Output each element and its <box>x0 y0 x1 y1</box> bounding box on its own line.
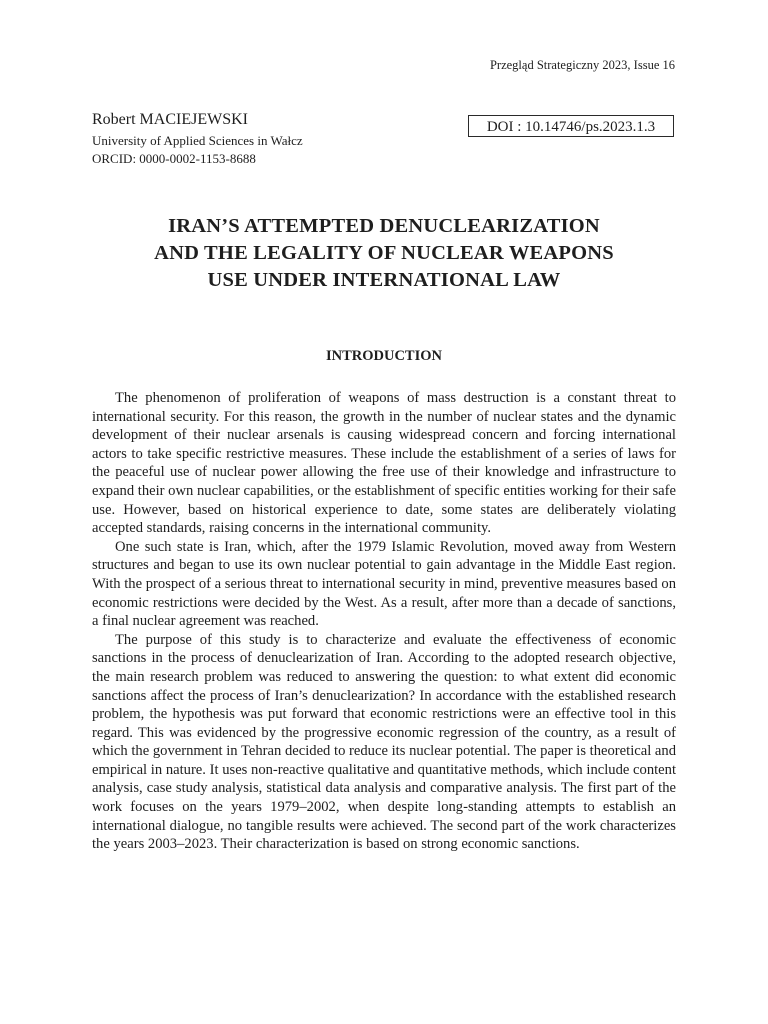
paragraph-1: The phenomenon of proliferation of weapons of mass destruction is a constant threat to international security. For this reason, the growth in the number of nuclear states and the dynamic development of their nuclear arsenals is causing widespread concern and forcing international actors to take specific restrictive measures. These include the establishment of a series of laws for the peaceful use of nuclear power allowing the free use of their knowledge and infrastructure to expand their own nuclear capabilities, or the establishment of specific entities working for their safe use. However, based on historical experience to date, some states are deliberately violating accepted standards, raising concerns in the international community. <box>92 390 676 537</box>
section-heading: INTRODUCTION <box>325 348 442 364</box>
paper-title <box>92 213 676 294</box>
author-affiliation: University of Applied Sciences in Wałcz <box>92 133 303 148</box>
author-name: Robert MACIEJEWSKI <box>92 111 248 128</box>
doi-box: DOI : 10.14746/ps.2023.1.3 <box>468 115 674 137</box>
author-orcid: ORCID: 0000-0002-1153-8688 <box>92 151 256 166</box>
paragraph-2: One such state is Iran, which, after the 1979 Islamic Revolution, moved away from Western structures and began to use its own nuclear potential to gain advantage in the Middle East region. With the prospect of a serious threat to international security in mind, preventive measures based on economic restrictions were decided by the West. As a result, after more than a decade of sanctions, a final nuclear agreement was reached. <box>92 538 676 630</box>
title-line-2: AND THE LEGALITY OF NUCLEAR WEAPONS <box>154 242 614 264</box>
body-text <box>92 389 676 854</box>
paragraph-3: The purpose of this study is to characterize and evaluate the effectiveness of economic sanctions in the process of denuclearization of Iran. According to the adopted research objective, the main research problem was reduced to answering the question: to what extent did economic sanctions affect the process of Iran’s denuclearization? In accordance with the established research problem, the hypothesis was put forward that economic restrictions were an effective tool in this regard. This was evidenced by the progressive economic regression of the country, as a result of which the government in Tehran decided to reduce its nuclear potential. The paper is theoretical and empirical in nature. It uses non-reactive qualitative and quantitative methods, which include content analysis, case study analysis, statistical data analysis and comparative analysis. The first part of the work focuses on the years 1979–2002, when despite long-standing attempts to establish an international dialogue, no tangible results were achieved. The second part of the work characterizes the years 2003–2023. Their characterization is based on strong economic sanctions. <box>92 631 676 853</box>
author-block <box>92 110 303 168</box>
journal-header: Przegląd Strategiczny 2023, Issue 16 <box>489 58 675 72</box>
title-line-3: USE UNDER INTERNATIONAL LAW <box>207 269 561 291</box>
title-line-1: IRAN’S ATTEMPTED DENUCLEARIZATION <box>168 215 600 237</box>
